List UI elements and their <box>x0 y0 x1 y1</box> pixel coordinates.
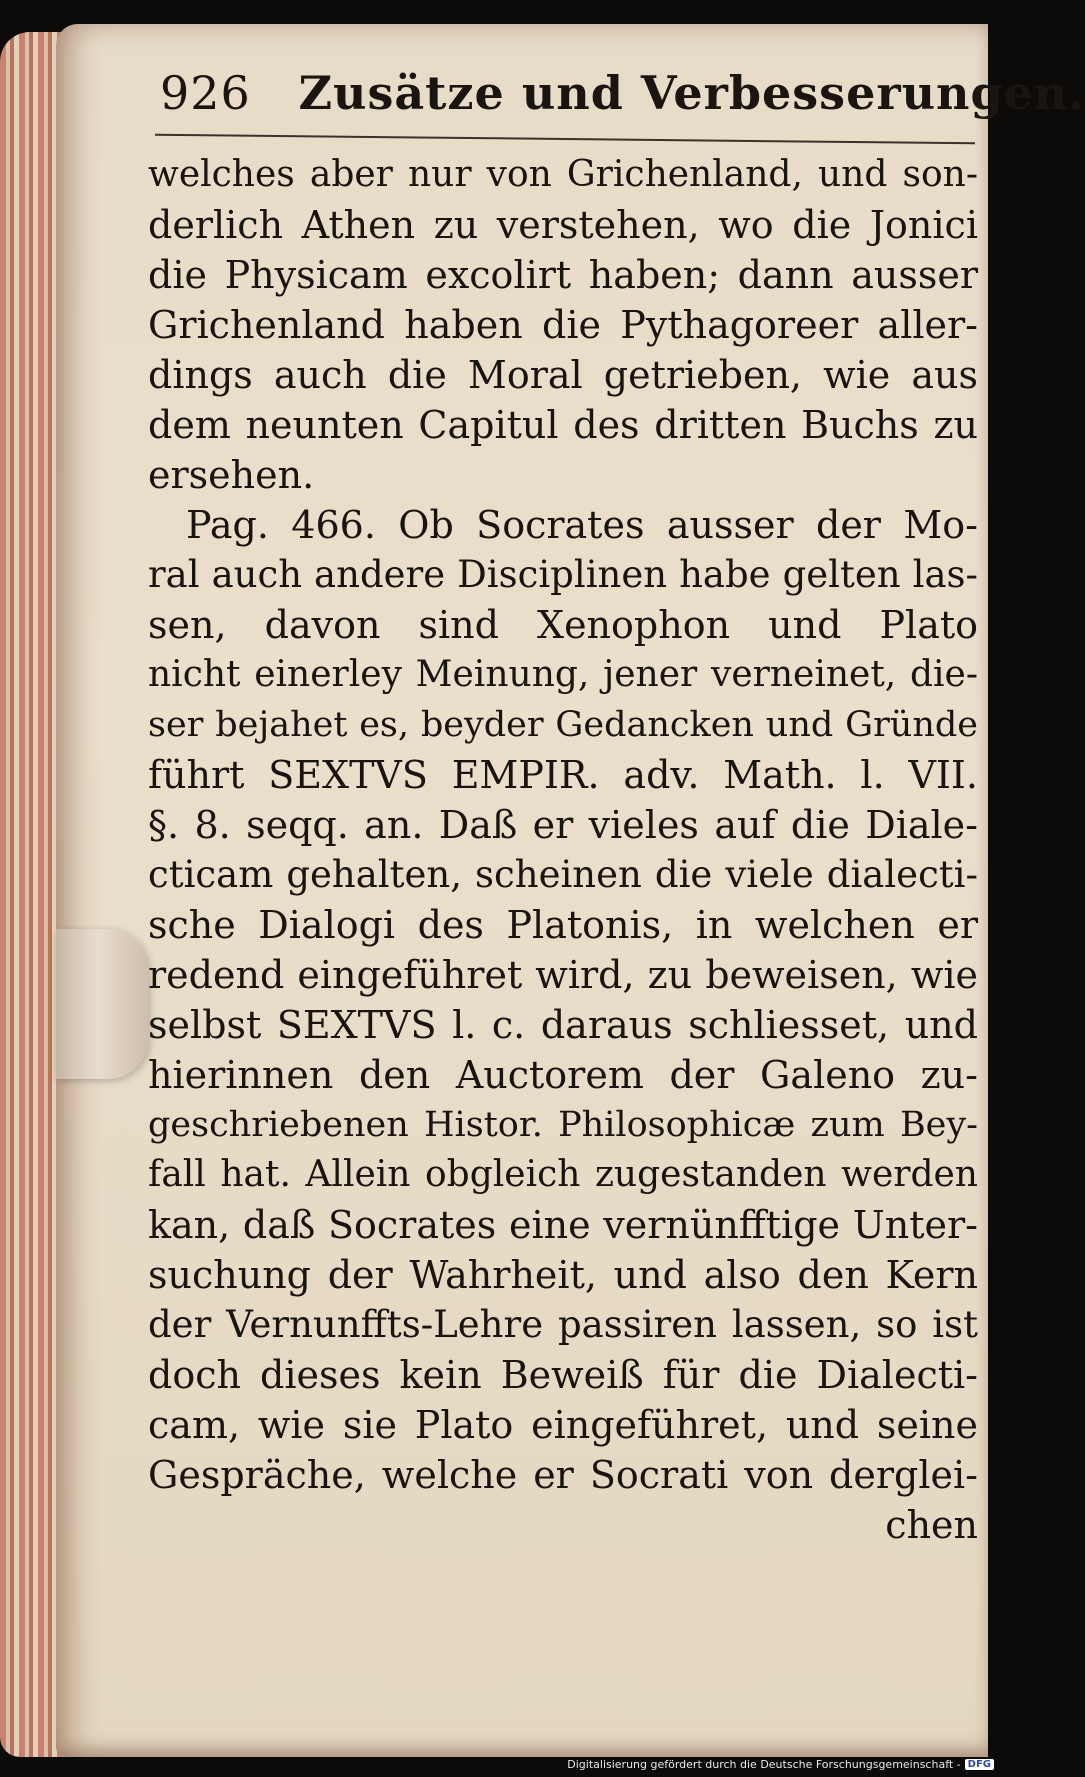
credit-text: Digitalisierung gefördert durch die Deutsche Forschungsgemeinschaft - <box>567 1757 961 1771</box>
text-line: führt SEXTVS EMPIR. adv. Math. l. VII. <box>148 753 978 797</box>
text-line: geschriebenen Histor. Philosophicæ zum Bey- <box>148 1105 978 1145</box>
text-line: redend eingeführet wird, zu beweisen, wie <box>148 953 978 997</box>
text-line: doch dieses kein Beweiß für die Dialecti- <box>148 1353 978 1397</box>
running-head <box>160 66 1085 130</box>
dfg-logo: DFG <box>965 1759 994 1770</box>
text-line: fall hat. Allein obgleich zugestanden werden <box>148 1154 978 1195</box>
text-line: dem neunten Capitul des dritten Buchs zu <box>148 403 978 447</box>
text-line: Gespräche, welche er Socrati von derglei- <box>148 1453 978 1497</box>
text-line: Pag. 466. Ob Socrates ausser der Mo- <box>186 503 978 547</box>
text-line: cam, wie sie Plato eingeführet, und seine <box>148 1403 978 1447</box>
text-line: welches aber nur von Grichenland, und son- <box>148 154 978 195</box>
text-line: ral auch andere Disciplinen habe gelten las- <box>148 553 978 596</box>
digitization-credit <box>567 1755 994 1773</box>
text-line: ersehen. <box>148 453 315 497</box>
text-line: suchung der Wahrheit, und also den Kern <box>148 1253 978 1297</box>
text-line: hierinnen den Auctorem der Galeno zu- <box>148 1053 978 1097</box>
text-line: selbst SEXTVS l. c. daraus schliesset, und <box>148 1003 978 1047</box>
text-line: §. 8. seqq. an. Daß er vieles auf die Diale- <box>148 803 978 847</box>
bookmark-tab <box>56 929 148 1079</box>
page-number: 926 <box>160 66 251 120</box>
text-line: die Physicam excolirt haben; dann ausser <box>148 253 978 297</box>
text-line: kan, daß Socrates eine vernünfftige Unter- <box>148 1203 978 1247</box>
text-line: dings auch die Moral getrieben, wie aus <box>148 353 978 397</box>
text-line: der Vernunffts-Lehre passiren lassen, so ist <box>148 1303 978 1346</box>
text-line: sche Dialogi des Platonis, in welchen er <box>148 903 978 947</box>
text-line: cticam gehalten, scheinen die viele dialecti- <box>148 853 978 896</box>
text-line: Grichenland haben die Pythagoreer aller- <box>148 303 978 347</box>
text-line: ser bejahet es, beyder Gedancken und Gründe <box>148 705 978 745</box>
text-line: nicht einerley Meinung, jener verneinet, die- <box>148 654 978 695</box>
text-line: sen, davon sind Xenophon und Plato <box>148 603 978 647</box>
body-text <box>148 150 978 1550</box>
text-line: derlich Athen zu verstehen, wo die Jonici <box>148 203 978 247</box>
running-head-title: Zusätze und Verbesserungen. <box>298 66 1085 120</box>
catchword: chen <box>885 1503 978 1547</box>
